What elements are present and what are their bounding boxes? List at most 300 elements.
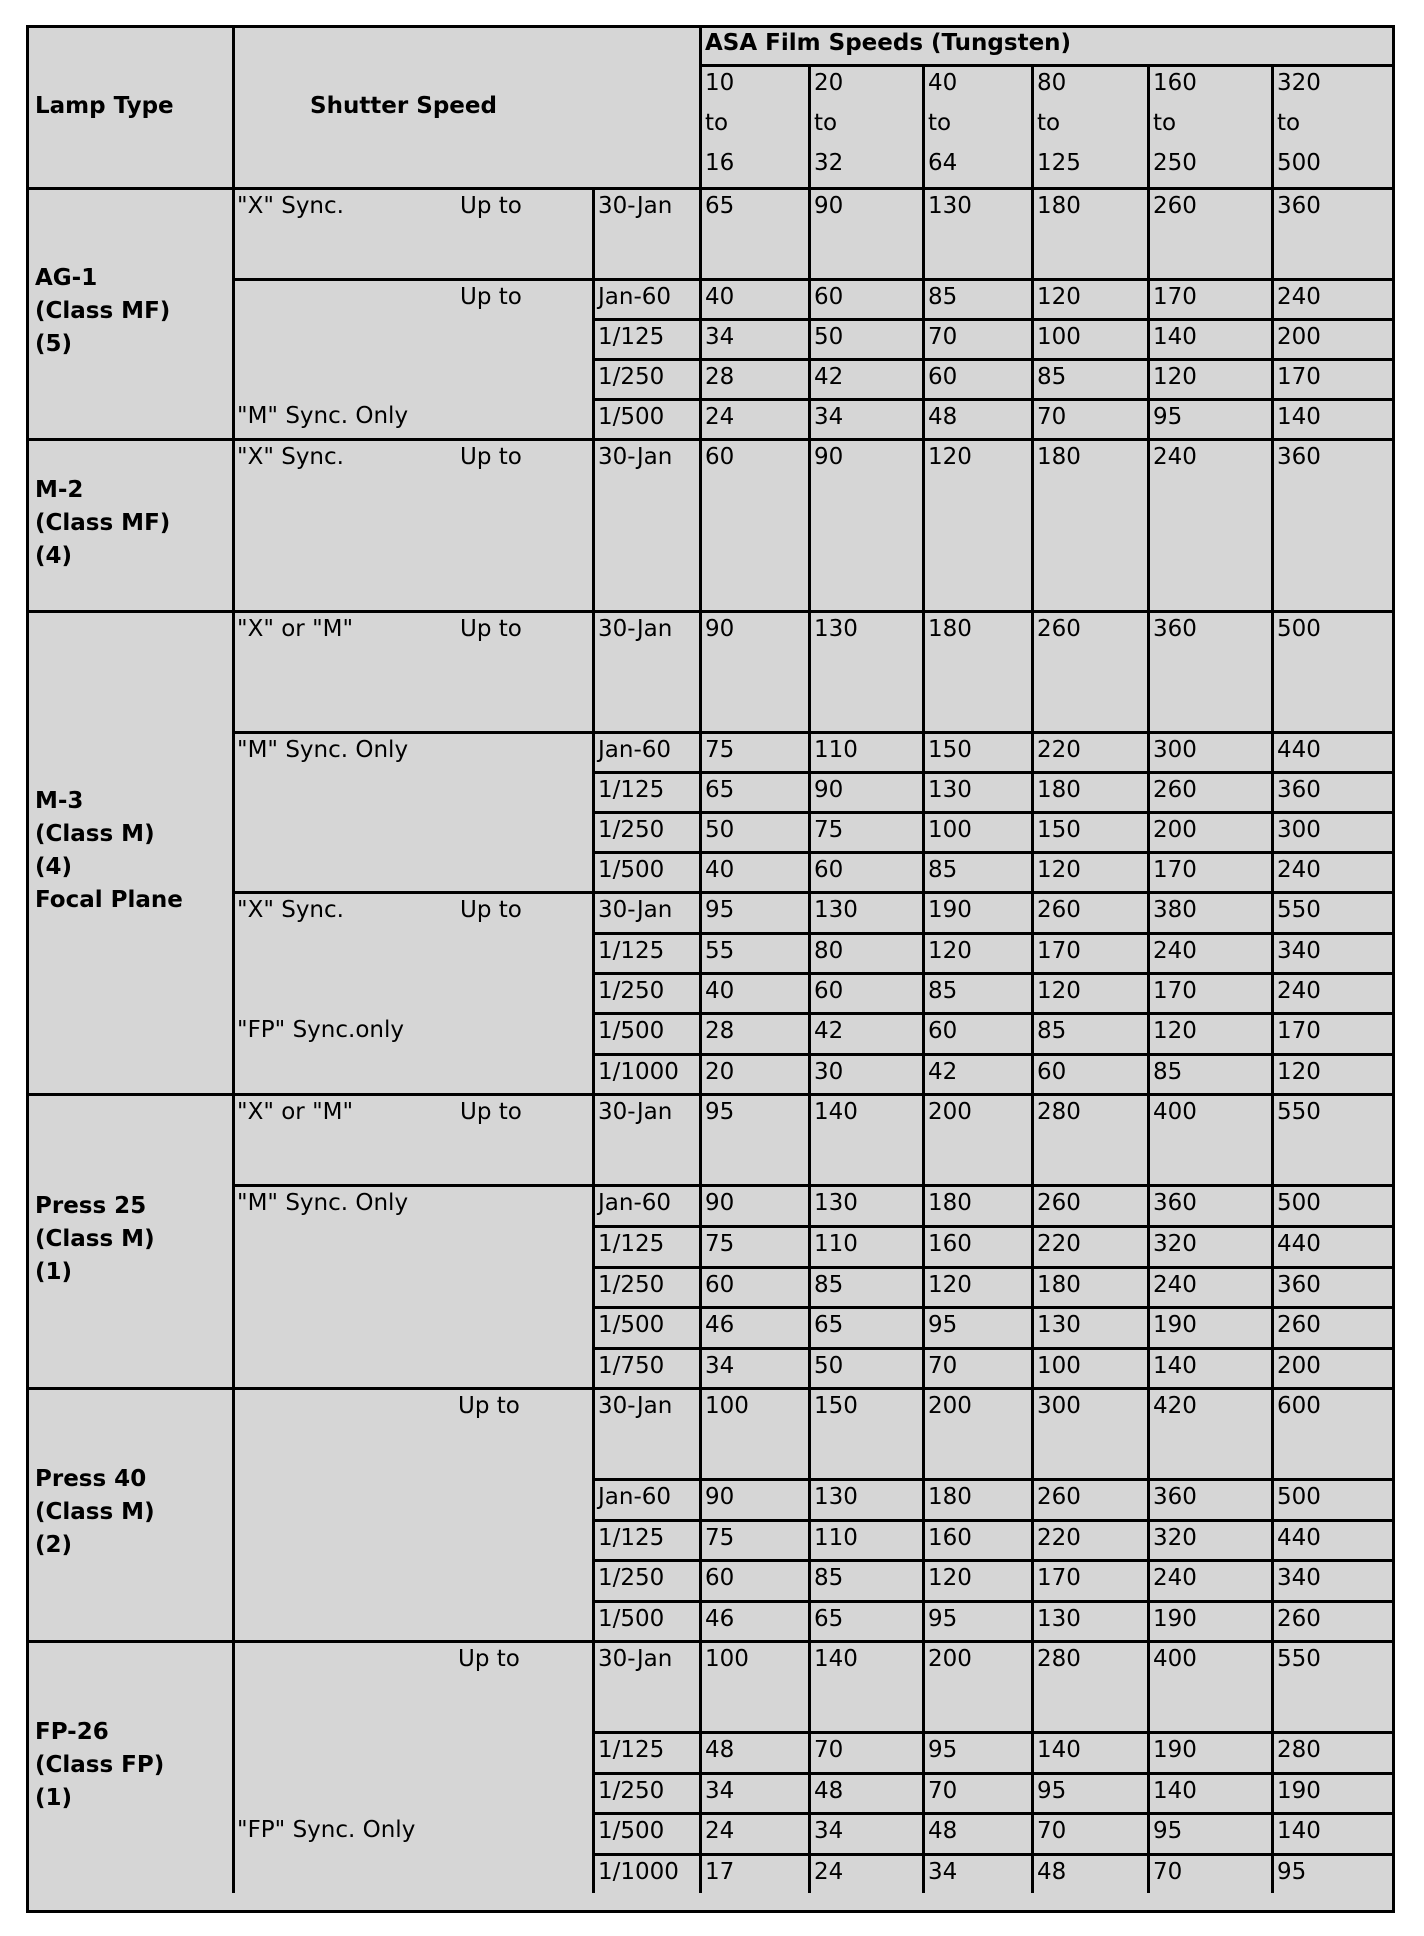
- row-divider: [592, 1853, 1395, 1856]
- asa-range-label: 160: [1153, 70, 1197, 96]
- flash-guide-number-cell: 100: [1037, 1353, 1081, 1379]
- flash-guide-number-cell: 320: [1153, 1525, 1197, 1551]
- flash-guide-number-cell: 260: [1037, 897, 1081, 923]
- flash-guide-number-cell: 42: [814, 1018, 844, 1044]
- flash-guide-number-cell: 85: [814, 1565, 844, 1591]
- column-divider: [808, 187, 811, 438]
- row-divider: [592, 318, 1395, 321]
- flash-guide-number-cell: 440: [1277, 737, 1321, 763]
- flash-guide-number-cell: 28: [705, 1018, 735, 1044]
- flash-guide-number-cell: 48: [814, 1778, 844, 1804]
- shutter-speed-cell: 1/250: [598, 1778, 665, 1804]
- flash-guide-number-cell: 360: [1277, 444, 1321, 470]
- flash-guide-number-cell: 600: [1277, 1393, 1321, 1419]
- flash-guide-number-cell: 360: [1153, 1190, 1197, 1216]
- flash-guide-number-cell: 140: [814, 1099, 858, 1125]
- flash-guide-number-cell: 360: [1277, 777, 1321, 803]
- column-divider: [1031, 438, 1034, 610]
- flash-guide-number-cell: 85: [928, 284, 958, 310]
- flash-guide-number-cell: 65: [705, 777, 735, 803]
- flash-guide-number-cell: 260: [1037, 1190, 1081, 1216]
- flash-guide-number-cell: 34: [814, 1818, 844, 1844]
- shutter-speed-cell: 1/250: [598, 364, 665, 390]
- flash-guide-number-cell: 190: [928, 897, 972, 923]
- flash-guide-number-cell: 95: [928, 1312, 958, 1338]
- flash-guide-number-cell: 140: [1153, 1353, 1197, 1379]
- shutter-speed-cell: 1/125: [598, 1525, 665, 1551]
- row-divider: [592, 972, 1395, 975]
- flash-guide-number-cell: 120: [1037, 857, 1081, 883]
- flash-guide-number-cell: 85: [1037, 1018, 1067, 1044]
- lamp-type-label: FP-26: [35, 1719, 109, 1745]
- flash-guide-number-cell: 200: [928, 1646, 972, 1672]
- flash-guide-number-cell: 240: [1277, 857, 1321, 883]
- asa-range-label: 125: [1037, 150, 1081, 176]
- row-divider: [592, 1225, 1395, 1228]
- flash-guide-number-cell: 120: [1153, 1018, 1197, 1044]
- upto-label: Up to: [458, 1646, 520, 1672]
- flash-guide-number-cell: 240: [1153, 1272, 1197, 1298]
- column-divider: [808, 1387, 811, 1640]
- row-divider: [592, 771, 1395, 774]
- lamp-type-label: (Class MF): [35, 509, 171, 536]
- shutter-speed-cell: 1/1000: [598, 1859, 679, 1885]
- flash-guide-number-cell: 130: [928, 777, 972, 803]
- flash-guide-number-cell: 17: [705, 1859, 735, 1885]
- flash-guide-number-cell: 42: [814, 364, 844, 390]
- flash-guide-number-cell: 85: [1037, 364, 1067, 390]
- column-divider: [699, 438, 702, 610]
- column-divider: [922, 438, 925, 610]
- row-divider: [592, 1347, 1395, 1350]
- flash-guide-number-cell: 60: [705, 1272, 735, 1298]
- shutter-speed-cell: 1/500: [598, 404, 665, 430]
- flash-guide-number-cell: 280: [1037, 1099, 1081, 1125]
- flash-guide-number-cell: 60: [814, 284, 844, 310]
- shutter-speed-cell: Jan-60: [598, 284, 672, 310]
- flash-guide-number-cell: 360: [1277, 193, 1321, 219]
- flash-guide-number-cell: 75: [705, 1525, 735, 1551]
- flash-guide-number-cell: 95: [928, 1606, 958, 1632]
- lamp-type-label: (Class MF): [35, 298, 171, 324]
- flash-guide-number-cell: 260: [1037, 1484, 1081, 1510]
- flash-guide-number-cell: 110: [814, 1231, 858, 1257]
- row-divider: [592, 1306, 1395, 1309]
- flash-guide-number-cell: 55: [705, 938, 735, 964]
- flash-guide-number-cell: 20: [705, 1059, 735, 1085]
- shutter-speed-cell: 1/125: [598, 777, 665, 803]
- lamp-type-label: Press 40: [35, 1466, 147, 1492]
- flash-guide-number-cell: 90: [814, 444, 844, 470]
- sync-mode-label: "X" Sync.: [237, 897, 344, 923]
- flash-guide-number-cell: 140: [1037, 1737, 1081, 1763]
- column-divider: [1031, 1640, 1034, 1893]
- flash-guide-number-cell: 170: [1153, 978, 1197, 1004]
- flash-guide-number-cell: 48: [705, 1737, 735, 1763]
- flash-guide-number-cell: 320: [1153, 1231, 1197, 1257]
- flash-exposure-table: [26, 25, 1395, 1913]
- flash-guide-number-cell: 180: [1037, 444, 1081, 470]
- flash-guide-number-cell: 120: [928, 1565, 972, 1591]
- shutter-speed-cell: 1/1000: [598, 1059, 679, 1085]
- flash-guide-number-cell: 46: [705, 1606, 735, 1632]
- shutter-speed-cell: 1/500: [598, 1606, 665, 1632]
- column-divider: [1031, 187, 1034, 438]
- flash-guide-number-cell: 220: [1037, 1525, 1081, 1551]
- column-divider: [699, 25, 702, 187]
- upto-label: Up to: [460, 897, 522, 923]
- flash-guide-number-cell: 170: [1153, 284, 1197, 310]
- column-divider: [1147, 438, 1150, 610]
- sync-mode-label: "M" Sync. Only: [237, 1190, 409, 1216]
- column-divider: [699, 1387, 702, 1640]
- upto-label: Up to: [460, 1099, 522, 1125]
- flash-guide-number-cell: 95: [928, 1737, 958, 1763]
- flash-guide-number-cell: 260: [1153, 193, 1197, 219]
- asa-range-label: to: [1277, 110, 1301, 136]
- header-lamp-type: Lamp Type: [35, 93, 174, 119]
- row-divider: [592, 1012, 1395, 1015]
- row-divider: [592, 811, 1395, 814]
- shutter-speed-cell: 30-Jan: [598, 444, 673, 470]
- group-divider: [232, 278, 1395, 281]
- column-divider: [592, 1387, 595, 1640]
- flash-guide-number-cell: 100: [1037, 324, 1081, 350]
- column-divider: [232, 1093, 235, 1387]
- flash-guide-number-cell: 200: [1277, 324, 1321, 350]
- shutter-speed-cell: 1/125: [598, 1231, 665, 1257]
- flash-guide-number-cell: 46: [705, 1312, 735, 1338]
- lamp-type-label: M-2: [35, 476, 84, 503]
- flash-guide-number-cell: 100: [928, 817, 972, 843]
- sync-mode-label: "X" Sync.: [237, 193, 344, 219]
- flash-guide-number-cell: 180: [928, 1484, 972, 1510]
- flash-guide-number-cell: 550: [1277, 897, 1321, 923]
- flash-guide-number-cell: 70: [1037, 404, 1067, 430]
- asa-range-label: to: [705, 110, 729, 136]
- column-divider: [1271, 1640, 1274, 1893]
- flash-guide-number-cell: 130: [928, 193, 972, 219]
- group-divider: [232, 891, 1395, 894]
- shutter-speed-cell: 1/500: [598, 1818, 665, 1844]
- shutter-speed-cell: 1/500: [598, 1018, 665, 1044]
- asa-range-label: 10: [705, 70, 735, 96]
- asa-range-label: 64: [928, 150, 958, 176]
- flash-guide-number-cell: 130: [814, 897, 858, 923]
- upto-label: Up to: [460, 444, 522, 470]
- upto-label: Up to: [460, 616, 522, 642]
- column-divider: [592, 610, 595, 1093]
- flash-guide-number-cell: 140: [1277, 1818, 1321, 1844]
- flash-guide-number-cell: 70: [1153, 1859, 1183, 1885]
- flash-guide-number-cell: 65: [814, 1606, 844, 1632]
- row-divider: [592, 1519, 1395, 1522]
- flash-guide-number-cell: 260: [1037, 616, 1081, 642]
- shutter-speed-cell: 1/500: [598, 1312, 665, 1338]
- flash-guide-number-cell: 200: [928, 1099, 972, 1125]
- asa-range-label: to: [1153, 110, 1177, 136]
- lamp-type-label: (2): [35, 1532, 73, 1558]
- shutter-speed-cell: 1/250: [598, 1565, 665, 1591]
- upto-label: Up to: [458, 1393, 520, 1419]
- flash-guide-number-cell: 400: [1153, 1646, 1197, 1672]
- flash-guide-number-cell: 180: [1037, 777, 1081, 803]
- column-divider: [1271, 64, 1274, 187]
- lamp-type-label: Press 25: [35, 1192, 147, 1219]
- asa-range-label: 20: [814, 70, 844, 96]
- flash-guide-number-cell: 220: [1037, 737, 1081, 763]
- flash-guide-number-cell: 100: [705, 1646, 749, 1672]
- flash-guide-number-cell: 50: [705, 817, 735, 843]
- flash-guide-number-cell: 70: [928, 324, 958, 350]
- flash-guide-number-cell: 120: [928, 938, 972, 964]
- lamp-type-label: AG-1: [35, 265, 98, 291]
- group-divider: [232, 1184, 1395, 1187]
- flash-guide-number-cell: 130: [1037, 1606, 1081, 1632]
- shutter-speed-cell: 30-Jan: [598, 1393, 673, 1419]
- flash-guide-number-cell: 24: [705, 404, 735, 430]
- flash-guide-number-cell: 34: [928, 1859, 958, 1885]
- column-divider: [1271, 1093, 1274, 1387]
- column-divider: [1147, 1640, 1150, 1893]
- row-divider: [592, 358, 1395, 361]
- sync-mode-label: "X" or "M": [237, 1099, 354, 1125]
- shutter-speed-cell: 30-Jan: [598, 1099, 673, 1125]
- flash-guide-number-cell: 90: [814, 193, 844, 219]
- asa-range-label: 80: [1037, 70, 1067, 96]
- flash-guide-number-cell: 75: [705, 1231, 735, 1257]
- shutter-speed-cell: 1/125: [598, 938, 665, 964]
- flash-guide-number-cell: 42: [928, 1059, 958, 1085]
- row-divider: [592, 1053, 1395, 1056]
- shutter-speed-cell: 1/250: [598, 817, 665, 843]
- flash-guide-number-cell: 360: [1153, 1484, 1197, 1510]
- flash-guide-number-cell: 400: [1153, 1099, 1197, 1125]
- column-divider: [1031, 1387, 1034, 1640]
- column-divider: [592, 187, 595, 438]
- column-divider: [1147, 1387, 1150, 1640]
- upto-label: Up to: [460, 284, 522, 310]
- sync-mode-label: "M" Sync. Only: [237, 403, 409, 429]
- shutter-speed-cell: 1/125: [598, 324, 665, 350]
- column-divider: [699, 187, 702, 438]
- lamp-type-label: (Class M): [35, 1225, 155, 1252]
- flash-guide-number-cell: 280: [1277, 1737, 1321, 1763]
- column-divider: [1271, 438, 1274, 610]
- flash-guide-number-cell: 90: [705, 616, 735, 642]
- upto-label: Up to: [460, 193, 522, 219]
- flash-guide-number-cell: 28: [705, 364, 735, 390]
- column-divider: [1271, 610, 1274, 1093]
- asa-range-label: 500: [1277, 150, 1321, 176]
- flash-guide-number-cell: 48: [1037, 1859, 1067, 1885]
- flash-guide-number-cell: 30: [814, 1059, 844, 1085]
- flash-guide-number-cell: 550: [1277, 1646, 1321, 1672]
- flash-guide-number-cell: 100: [705, 1393, 749, 1419]
- column-divider: [1271, 187, 1274, 438]
- flash-guide-number-cell: 130: [814, 1190, 858, 1216]
- flash-guide-number-cell: 130: [1037, 1312, 1081, 1338]
- column-divider: [1147, 64, 1150, 187]
- asa-range-label: 250: [1153, 150, 1197, 176]
- shutter-speed-cell: Jan-60: [598, 1484, 672, 1510]
- column-divider: [232, 25, 235, 187]
- flash-guide-number-cell: 240: [1153, 1565, 1197, 1591]
- row-divider: [592, 1731, 1395, 1734]
- flash-guide-number-cell: 34: [814, 404, 844, 430]
- asa-range-label: to: [814, 110, 838, 136]
- lamp-type-label: (4): [35, 542, 73, 569]
- flash-guide-number-cell: 550: [1277, 1099, 1321, 1125]
- row-divider: [592, 1812, 1395, 1815]
- flash-guide-number-cell: 48: [928, 404, 958, 430]
- flash-guide-number-cell: 120: [928, 1272, 972, 1298]
- shutter-speed-cell: 1/250: [598, 978, 665, 1004]
- flash-guide-number-cell: 75: [705, 737, 735, 763]
- flash-guide-number-cell: 190: [1153, 1606, 1197, 1632]
- flash-guide-number-cell: 300: [1037, 1393, 1081, 1419]
- shutter-speed-cell: 1/750: [598, 1353, 665, 1379]
- column-divider: [699, 1640, 702, 1893]
- flash-guide-number-cell: 95: [705, 897, 735, 923]
- column-divider: [1147, 187, 1150, 438]
- flash-guide-number-cell: 260: [1277, 1606, 1321, 1632]
- shutter-speed-cell: 1/250: [598, 1272, 665, 1298]
- flash-guide-number-cell: 170: [1277, 364, 1321, 390]
- column-divider: [922, 1640, 925, 1893]
- flash-guide-number-cell: 170: [1277, 1018, 1321, 1044]
- flash-guide-number-cell: 60: [928, 364, 958, 390]
- flash-guide-number-cell: 85: [928, 978, 958, 1004]
- flash-guide-number-cell: 60: [928, 1018, 958, 1044]
- flash-guide-number-cell: 200: [928, 1393, 972, 1419]
- column-divider: [592, 1640, 595, 1893]
- flash-guide-number-cell: 110: [814, 737, 858, 763]
- flash-guide-number-cell: 95: [1153, 1818, 1183, 1844]
- flash-guide-number-cell: 170: [1153, 857, 1197, 883]
- shutter-speed-cell: 30-Jan: [598, 193, 673, 219]
- column-divider: [232, 610, 235, 1093]
- column-divider: [1031, 1093, 1034, 1387]
- row-divider: [592, 1772, 1395, 1775]
- flash-guide-number-cell: 110: [814, 1525, 858, 1551]
- flash-guide-number-cell: 95: [1277, 1859, 1307, 1885]
- flash-guide-number-cell: 160: [928, 1525, 972, 1551]
- lamp-type-label: (4): [35, 853, 73, 880]
- flash-guide-number-cell: 300: [1153, 737, 1197, 763]
- shutter-speed-cell: 1/125: [598, 1737, 665, 1763]
- flash-guide-number-cell: 50: [814, 324, 844, 350]
- flash-guide-number-cell: 200: [1153, 817, 1197, 843]
- flash-guide-number-cell: 260: [1277, 1312, 1321, 1338]
- header-divider: [699, 64, 1395, 67]
- flash-guide-number-cell: 40: [705, 978, 735, 1004]
- column-divider: [232, 438, 235, 610]
- flash-guide-number-cell: 120: [1153, 364, 1197, 390]
- flash-guide-number-cell: 70: [1037, 1818, 1067, 1844]
- flash-guide-number-cell: 24: [705, 1818, 735, 1844]
- column-divider: [808, 1640, 811, 1893]
- flash-guide-number-cell: 120: [1037, 284, 1081, 310]
- flash-guide-number-cell: 34: [705, 324, 735, 350]
- flash-guide-number-cell: 140: [1153, 1778, 1197, 1804]
- lamp-type-label: (Class M): [35, 820, 155, 847]
- flash-guide-number-cell: 170: [1037, 938, 1081, 964]
- flash-guide-number-cell: 120: [928, 444, 972, 470]
- header-shutter-speed: Shutter Speed: [310, 93, 497, 119]
- flash-guide-number-cell: 140: [1277, 404, 1321, 430]
- flash-guide-number-cell: 160: [928, 1231, 972, 1257]
- flash-guide-number-cell: 60: [814, 857, 844, 883]
- row-divider: [592, 851, 1395, 854]
- row-divider: [592, 932, 1395, 935]
- column-divider: [1031, 610, 1034, 1093]
- row-divider: [592, 1478, 1395, 1481]
- asa-range-label: 320: [1277, 70, 1321, 96]
- asa-range-label: 32: [814, 150, 844, 176]
- flash-guide-number-cell: 130: [814, 1484, 858, 1510]
- flash-guide-number-cell: 220: [1037, 1231, 1081, 1257]
- flash-guide-number-cell: 85: [928, 857, 958, 883]
- flash-guide-number-cell: 60: [705, 1565, 735, 1591]
- header-asa-title: ASA Film Speeds (Tungsten): [705, 30, 1072, 56]
- flash-guide-number-cell: 240: [1153, 444, 1197, 470]
- column-divider: [1147, 610, 1150, 1093]
- flash-guide-number-cell: 180: [928, 616, 972, 642]
- column-divider: [922, 1093, 925, 1387]
- flash-guide-number-cell: 65: [814, 1312, 844, 1338]
- flash-guide-number-cell: 140: [814, 1646, 858, 1672]
- column-divider: [922, 610, 925, 1093]
- group-divider: [232, 731, 1395, 734]
- shutter-speed-cell: 1/500: [598, 857, 665, 883]
- flash-guide-number-cell: 440: [1277, 1525, 1321, 1551]
- flash-guide-number-cell: 70: [928, 1353, 958, 1379]
- flash-guide-number-cell: 500: [1277, 1190, 1321, 1216]
- flash-guide-number-cell: 500: [1277, 1484, 1321, 1510]
- flash-guide-number-cell: 95: [1153, 404, 1183, 430]
- lamp-type-label: (Class FP): [35, 1752, 165, 1778]
- column-divider: [808, 610, 811, 1093]
- sync-mode-label: "M" Sync. Only: [237, 737, 409, 763]
- flash-guide-number-cell: 60: [814, 978, 844, 1004]
- flash-guide-number-cell: 95: [705, 1099, 735, 1125]
- flash-guide-number-cell: 34: [705, 1778, 735, 1804]
- flash-guide-number-cell: 240: [1277, 978, 1321, 1004]
- flash-guide-number-cell: 340: [1277, 1565, 1321, 1591]
- asa-range-label: 16: [705, 150, 735, 176]
- flash-guide-number-cell: 85: [1153, 1059, 1183, 1085]
- sync-mode-label: "FP" Sync.only: [237, 1017, 404, 1043]
- flash-guide-number-cell: 75: [814, 817, 844, 843]
- row-divider: [592, 1600, 1395, 1603]
- shutter-speed-cell: Jan-60: [598, 737, 672, 763]
- shutter-speed-cell: 30-Jan: [598, 616, 673, 642]
- shutter-speed-cell: 30-Jan: [598, 1646, 673, 1672]
- asa-range-label: 40: [928, 70, 958, 96]
- lamp-type-label: (1): [35, 1785, 73, 1811]
- flash-guide-number-cell: 48: [928, 1818, 958, 1844]
- shutter-speed-cell: Jan-60: [598, 1190, 672, 1216]
- flash-guide-number-cell: 280: [1037, 1646, 1081, 1672]
- column-divider: [1147, 1093, 1150, 1387]
- sync-mode-label: "X" Sync.: [237, 444, 344, 470]
- flash-guide-number-cell: 240: [1153, 938, 1197, 964]
- row-divider: [592, 1266, 1395, 1269]
- flash-guide-number-cell: 120: [1277, 1059, 1321, 1085]
- column-divider: [232, 1640, 235, 1893]
- flash-guide-number-cell: 60: [705, 444, 735, 470]
